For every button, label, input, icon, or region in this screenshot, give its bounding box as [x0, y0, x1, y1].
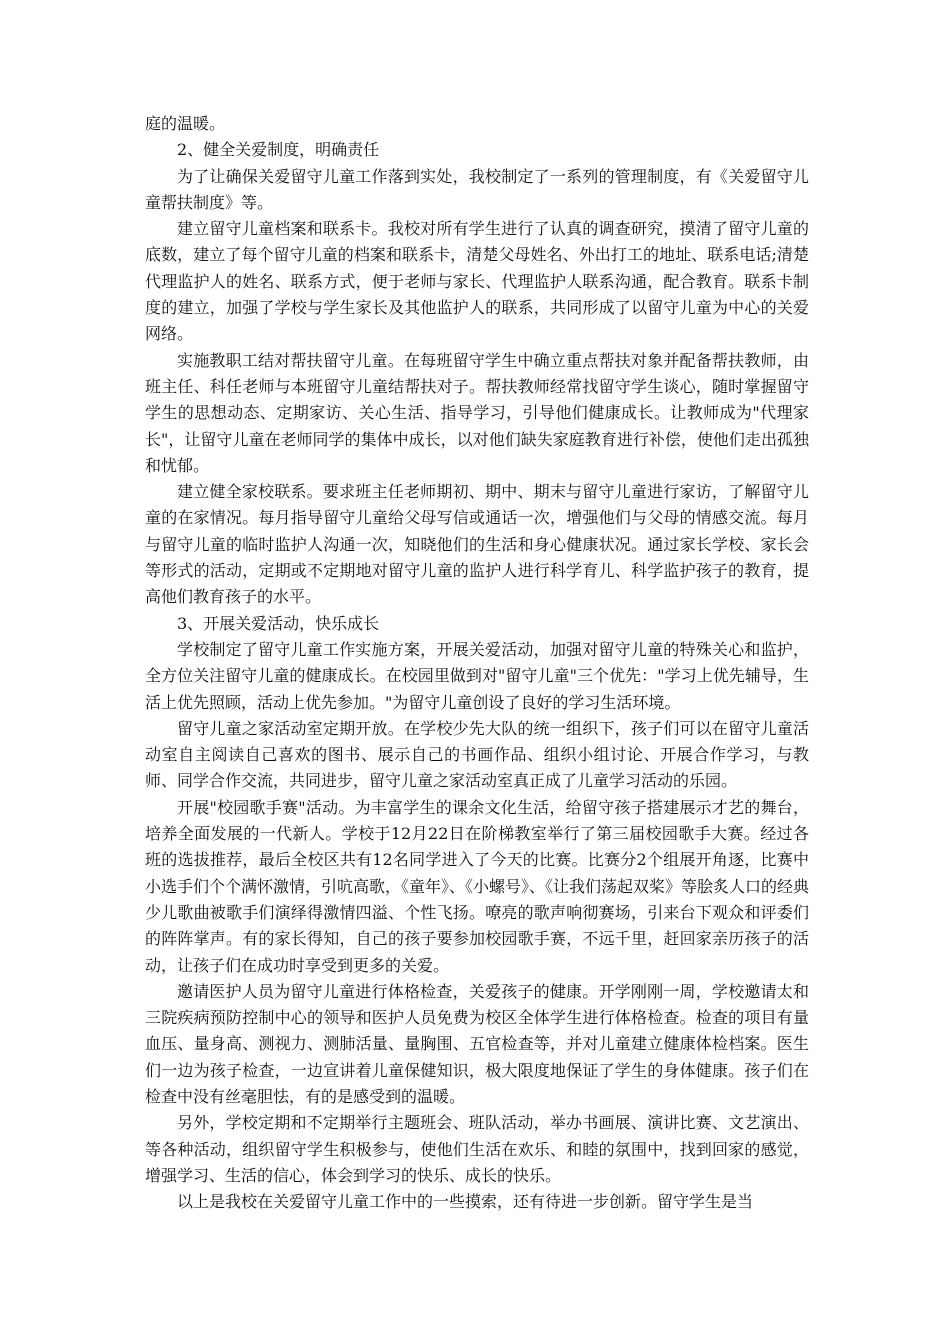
paragraph: 开展"校园歌手赛"活动。为丰富学生的课余文化生活，给留守孩子搭建展示才艺的舞台，培养全面发展的一代新人。学校于12月22日在阶梯教室举行了第三届校园歌手大赛。经过各班的选拔推荐，最后全校区共有12名同学进入了今天的比赛。比赛分2个组展开角逐，比赛中小选手们个个满怀激情，引吭高歌，《童年》、《小螺号》、《让我们荡起双桨》等脍炙人口的经典少儿歌曲被歌手们演绎得激情四溢、个性飞扬。嘹亮的歌声响彻赛场，引来台下观众和评委们的阵阵掌声。有的家长得知，自己的孩子要参加校园歌手赛，不远千里，赶回家亲历孩子的活动，让孩子们在成功时享受到更多的关爱。 [145, 797, 810, 975]
document-page [145, 111, 809, 1215]
paragraph: 留守儿童之家活动室定期开放。在学校少先大队的统一组织下，孩子们可以在留守儿童活动室自主阅读自己喜欢的图书、展示自己的书画作品、组织小组讨论、开展合作学习，与教师、同学合作交流，共同进步，留守儿童之家活动室真正成了儿童学习活动的乐园。 [145, 718, 809, 791]
section-heading-2: 2、健全关爱制度，明确责任 [177, 140, 380, 160]
paragraph: 建立留守儿童档案和联系卡。我校对所有学生进行了认真的调查研究，摸清了留守儿童的底数，建立了每个留守儿童的档案和联系卡，清楚父母姓名、外出打工的地址、联系电话;清楚代理监护人的姓名、联系方式，便于老师与家长、代理监护人联系沟通，配合教育。联系卡制度的建立，加强了学校与学生家长及其他监护人的联系，共同形成了以留守儿童为中心的关爱网络。 [145, 219, 809, 344]
paragraph: 实施教职工结对帮扶留守儿童。在每班留守学生中确立重点帮扶对象并配备帮扶教师，由班主任、科任老师与本班留守儿童结帮扶对子。帮扶教师经常找留守学生谈心，随时掌握留守学生的思想动态、定期家访、关心生活、指导学习，引导他们健康成长。让教师成为"代理家长"，让留守儿童在老师同学的集体中成长，以对他们缺失家庭教育进行补偿，使他们走出孤独和忧郁。 [145, 350, 809, 475]
section-heading-3: 3、开展关爱活动，快乐成长 [177, 613, 380, 633]
paragraph: 以上是我校在关爱留守儿童工作中的一些摸索，还有待进一步创新。留守学生是当 [177, 1192, 754, 1212]
paragraph: 为了让确保关爱留守儿童工作落到实处，我校制定了一系列的管理制度，有《关爱留守儿童帮扶制度》等。 [145, 166, 809, 212]
paragraph-continuation: 庭的温暖。 [145, 114, 226, 133]
paragraph: 建立健全家校联系。要求班主任老师期初、期中、期末与留守儿童进行家访，了解留守儿童的在家情况。每月指导留守儿童给父母写信或通话一次，增强他们与父母的情感交流。每月与留守儿童的临时监护人沟通一次，知晓他们的生活和身心健康状况。通过家长学校、家长会等形式的活动，定期或不定期地对留守儿童的监护人进行科学育儿、科学监护孩子的教育，提高他们教育孩子的水平。 [145, 482, 809, 607]
paragraph: 学校制定了留守儿童工作实施方案，开展关爱活动，加强对留守儿童的特殊关心和监护，全方位关注留守儿童的健康成长。在校园里做到对"留守儿童"三个优先："学习上优先辅导，生活上优先照顾，活动上优先参加。"为留守儿童创设了良好的学习生活环境。 [145, 639, 809, 712]
paragraph: 另外，学校定期和不定期举行主题班会、班队活动，举办书画展、演讲比赛、文艺演出、等各种活动，组织留守学生积极参与，使他们生活在欢乐、和睦的氛围中，找到回家的感觉，增强学习、生活的信心，体会到学习的快乐、成长的快乐。 [145, 1113, 809, 1185]
paragraph: 邀请医护人员为留守儿童进行体格检查，关爱孩子的健康。开学刚刚一周，学校邀请太和三院疾病预防控制中心的领导和医护人员免费为校区全体学生进行体格检查。检查的项目有量血压、量身高、测视力、测肺活量、量胸围、五官检查等，并对儿童建立健康体检档案。医生们一边为孩子检查，一边宣讲着儿童保健知识，极大限度地保证了学生的身体健康。孩子们在检查中没有丝毫胆怯，有的是感受到的温暖。 [145, 981, 809, 1106]
